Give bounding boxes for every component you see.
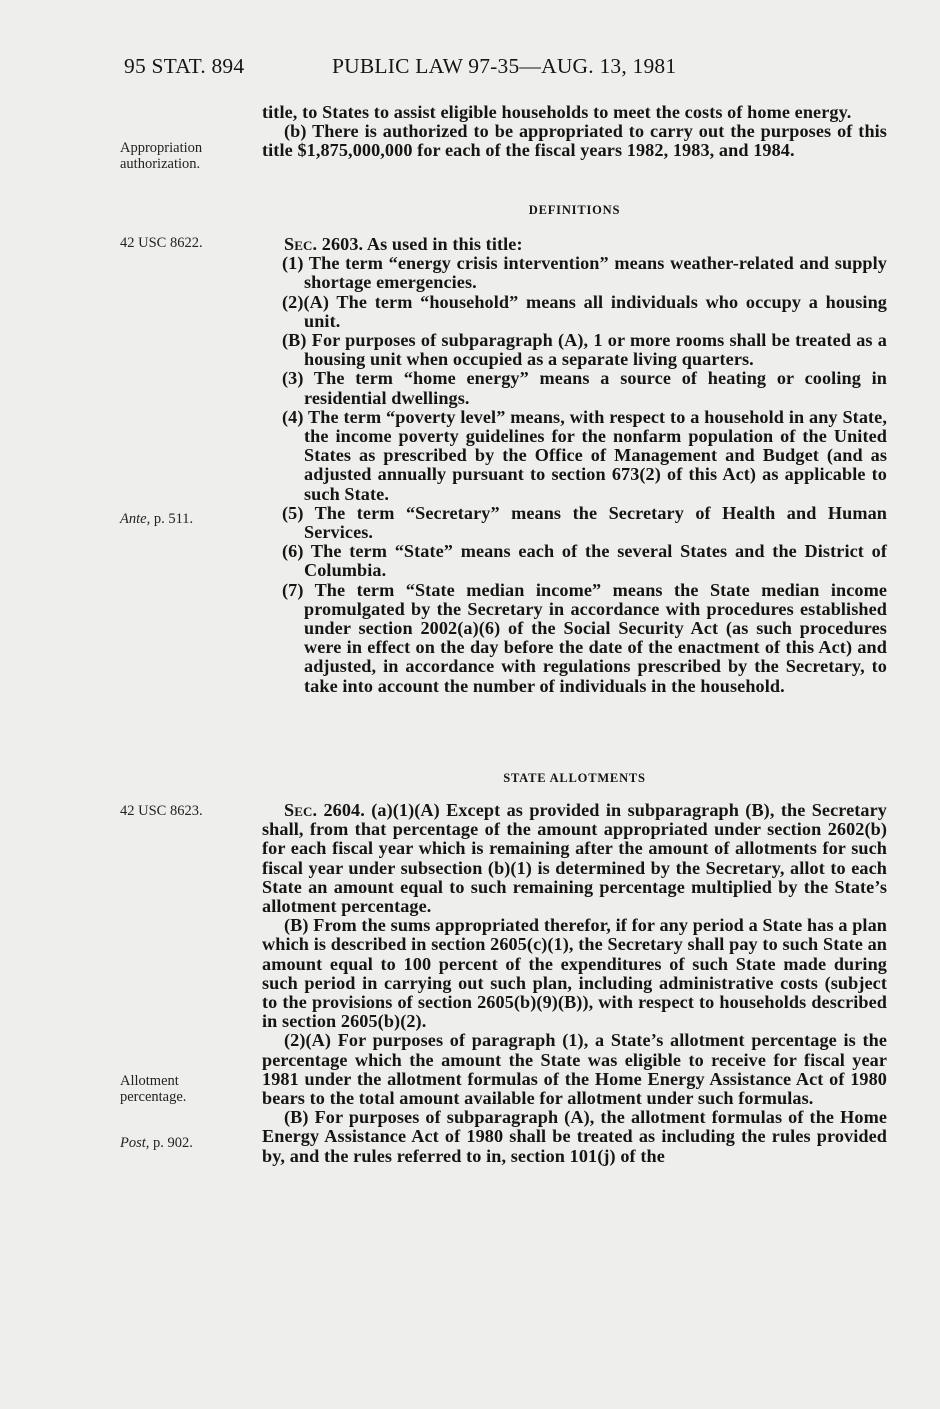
section-2604-a1a: Sec. 2604. (a)(1)(A) Except as provided in subparagraph (B), the Secretary shall, from that percentage of the amount appropriated under section 2602(b) for each fiscal year which is remaining after the amount of allotments for such fiscal year under subsection (b)(1) is determined by the Secretary, allot to each State an amount equal to such remaining percentage multiplied by the State’s allotment percentage. bbox=[262, 800, 887, 917]
definition-2b: (B) For purposes of subparagraph (A), 1 or more rooms shall be treated as a housing unit when occupied as a separate living quarters. bbox=[282, 330, 887, 370]
margin-note-post: Post, p. 902. bbox=[120, 1135, 193, 1151]
section-2603-intro: Sec. 2603. As used in this title: bbox=[284, 234, 523, 254]
margin-note-appropriation: Appropriation authorization. bbox=[120, 140, 203, 172]
definition-1: (1) The term “energy crisis intervention” means weather-related and supply shortage emergencies. bbox=[282, 253, 887, 293]
definition-6: (6) The term “State” means each of the several States and the District of Columbia. bbox=[282, 541, 887, 581]
definition-5: (5) The term “Secretary” means the Secretary of Health and Human Services. bbox=[282, 502, 887, 543]
definition-3: (3) The term “home energy” means a source of heating or cooling in residential dwellings. bbox=[282, 368, 887, 408]
section-2604-a1b: (B) From the sums appropriated therefor, if for any period a State has a plan which is described in section 2605(c)(1), the Secretary shall pay to such State an amount equal to 100 percent of the expenditures of such State made during such period in carrying out such plan, including administrative costs (subject to the provisions of section 2605(b)(9)(B)), with respect to households described in section 2605(b)(2). bbox=[262, 915, 887, 1032]
paragraph-continuation: title, to States to assist eligible households to meet the costs of home energy. bbox=[262, 102, 852, 122]
definition-7: (7) The term “State median income” means the State median income promulgated by the Secretary in accordance with procedures established under section 2002(a)(6) of the Social Security Act (as such procedures were in effect on the day before the date of the enactment of this Act) and adjusted, in accordance with regulations prescribed by the Secretary, to take into account the number of individuals in the household. bbox=[282, 579, 887, 696]
section-2604-a2b: (B) For purposes of subparagraph (A), the allotment formulas of the Home Energy Assistance Act of 1980 shall be treated as including the rules provided by, and the rules referred to in, section 101(j) of the bbox=[262, 1107, 887, 1166]
margin-note-allotment: Allotment percentage. bbox=[120, 1073, 187, 1105]
body-block-definitions bbox=[262, 235, 887, 696]
margin-note-usc-8622: 42 USC 8622. bbox=[120, 235, 203, 251]
body-block-intro bbox=[262, 103, 887, 161]
page-header bbox=[124, 54, 890, 86]
heading-state-allotments: STATE ALLOTMENTS bbox=[503, 771, 646, 785]
section-2604-a2a: (2)(A) For purposes of paragraph (1), a State’s allotment percentage is the percentage which the amount the State was eligible to receive for fiscal year 1981 under the allotment formulas of the Home Energy Assistance Act of 1980 bears to the total amount available for allotment under such formulas. bbox=[262, 1030, 887, 1109]
definition-2a: (2)(A) The term “household” means all individuals who occupy a housing unit. bbox=[282, 291, 887, 331]
body-block-allotments bbox=[262, 801, 887, 1166]
heading-definitions: DEFINITIONS bbox=[528, 203, 621, 217]
margin-note-usc-8623: 42 USC 8623. bbox=[120, 803, 203, 819]
margin-note-ante: Ante, p. 511. bbox=[120, 511, 194, 527]
public-law-title: PUBLIC LAW 97-35—AUG. 13, 1981 bbox=[332, 54, 677, 78]
stat-page-number: 95 STAT. 894 bbox=[124, 54, 245, 78]
paragraph-authorization: (b) There is authorized to be appropriated to carry out the purposes of this title $1,875,000,000 for each of the fiscal years 1982, 1983, and 1984. bbox=[262, 121, 887, 161]
definition-4: (4) The term “poverty level” means, with respect to a household in any State, the income poverty guidelines for the nonfarm population of the United States as prescribed by the Office of Management and Budget (and as adjusted annually pursuant to section 673(2) of this Act) as applicable to such State. bbox=[282, 406, 887, 504]
